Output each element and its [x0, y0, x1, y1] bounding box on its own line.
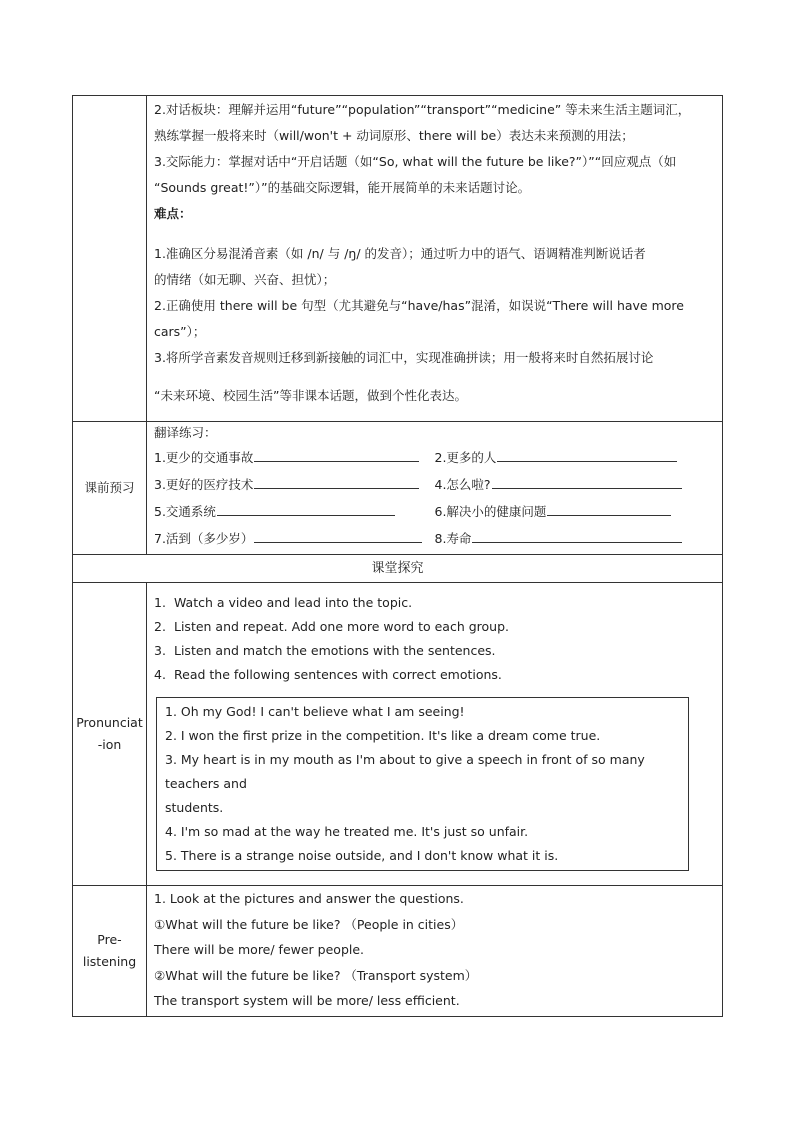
- pronunciation-label-line-1: Pronunciat: [76, 715, 143, 730]
- prelistening-label-line-1: Pre-: [97, 931, 122, 947]
- list-item: 3. Listen and match the emotions with the sentences.: [154, 643, 496, 658]
- pronunciation-label: [73, 583, 147, 886]
- preview-item: 1.更少的交通事故: [154, 450, 254, 465]
- preview-item: 4.怎么啦?: [434, 477, 491, 492]
- goal-line-1: 2.对话板块：理解并运用“future”“population”“transport”“medicine” 等未来生活主题词汇，: [154, 102, 691, 117]
- prelistening-line: 1. Look at the pictures and answer the questions.: [154, 891, 464, 906]
- prelistening-line: The transport system will be more/ less efficient.: [154, 993, 460, 1008]
- goal-line-3: 3.交际能力：掌握对话中“开启话题（如“So, what will the future be like?”）”“回应观点（如: [154, 154, 677, 169]
- prelistening-label-line-2: listening: [82, 953, 137, 969]
- preview-cell: [147, 422, 723, 555]
- answer-blank[interactable]: [472, 526, 682, 543]
- goals-label-cell: [73, 96, 147, 422]
- list-item: 4. Read the following sentences with correct emotions.: [154, 667, 502, 682]
- answer-blank[interactable]: [254, 526, 422, 543]
- goals-cell: [147, 96, 723, 422]
- preview-item: 8.寿命: [434, 531, 472, 546]
- answer-blank[interactable]: [254, 472, 419, 489]
- sentence-box: [156, 697, 689, 871]
- goals-row: [73, 96, 723, 422]
- goal-line-4: “Sounds great!”）”的基础交际逻辑，能开展简单的未来话题讨论。: [154, 180, 531, 195]
- preview-title: 翻译练习：: [154, 425, 217, 440]
- prelistening-cell: [147, 886, 723, 1017]
- box-sentence: 2. I won the first prize in the competition. It's like a dream come true.: [165, 728, 601, 743]
- preview-item: 5.交通系统: [154, 504, 216, 519]
- pronunciation-row: [73, 583, 723, 886]
- difficulty-line-3: 2.正确使用 there will be 句型（尤其避免与“have/has”混淆，如误说“There will have more: [154, 298, 684, 313]
- answer-blank[interactable]: [254, 445, 419, 462]
- section-title: 课堂探究: [73, 555, 723, 583]
- preview-item: 2.更多的人: [434, 450, 497, 465]
- box-sentence: students.: [165, 800, 224, 815]
- lesson-table: [72, 95, 723, 1017]
- list-item: 2. Listen and repeat. Add one more word to each group.: [154, 619, 509, 634]
- box-sentence: 3. My heart is in my mouth as I'm about to give a speech in front of so many teachers and: [165, 752, 645, 791]
- difficulty-title: 难点：: [154, 206, 192, 221]
- answer-blank[interactable]: [497, 445, 677, 462]
- list-item: 1. Watch a video and lead into the topic.: [154, 595, 413, 610]
- section-row: [73, 555, 723, 583]
- difficulty-line-2: 的情绪（如无聊、兴奋、担忧）；: [154, 272, 336, 287]
- prelistening-line: ②What will the future be like? （Transport system）: [154, 967, 478, 983]
- difficulty-line-1: 1.准确区分易混淆音素（如 /n/ 与 /ŋ/ 的发音）；通过听力中的语气、语调精准判断说话者: [154, 246, 646, 261]
- answer-blank[interactable]: [547, 499, 671, 516]
- prelistening-row: [73, 886, 723, 1017]
- preview-item: 6.解决小的健康问题: [434, 504, 547, 519]
- box-sentence: 4. I'm so mad at the way he treated me. It's just so unfair.: [165, 824, 529, 839]
- pronunciation-steps: [154, 583, 715, 687]
- box-sentence: 1. Oh my God! I can't believe what I am seeing!: [165, 704, 465, 719]
- preview-label: 课前预习: [73, 422, 147, 555]
- prelistening-line: ①What will the future be like? （People in cities）: [154, 916, 464, 932]
- preview-row: [73, 422, 723, 555]
- difficulty-line-5: 3.将所学音素发音规则迁移到新接触的词汇中，实现准确拼读；用一般将来时自然拓展讨论: [154, 350, 654, 365]
- difficulty-line-6: “未来环境、校园生活”等非课本话题，做到个性化表达。: [154, 388, 467, 403]
- box-sentence: 5. There is a strange noise outside, and I don't know what it is.: [165, 848, 559, 863]
- answer-blank[interactable]: [492, 472, 682, 489]
- preview-item: 3.更好的医疗技术: [154, 477, 254, 492]
- pronunciation-cell: [147, 583, 723, 886]
- prelistening-line: There will be more/ fewer people.: [154, 942, 365, 957]
- answer-blank[interactable]: [217, 499, 395, 516]
- pronunciation-label-line-2: -ion: [97, 737, 122, 752]
- goal-line-2: 熟练掌握一般将来时（will/won't + 动词原形、there will be）表达未来预测的用法；: [154, 128, 634, 143]
- prelistening-label: [73, 886, 147, 1017]
- difficulty-line-4: cars”）；: [154, 324, 206, 339]
- preview-item: 7.活到（多少岁）: [154, 531, 254, 546]
